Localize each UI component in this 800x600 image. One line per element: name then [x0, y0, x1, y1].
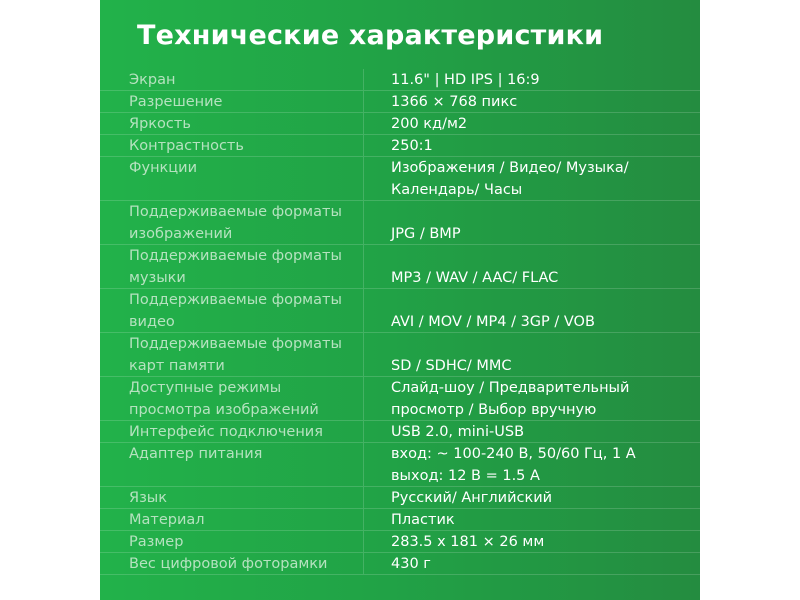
page-title: Технические характеристики [137, 20, 604, 51]
spec-row-material [100, 509, 700, 531]
spec-label: Интерфейс подключения [100, 421, 364, 442]
spec-table [100, 69, 700, 575]
spec-label: Язык [100, 487, 364, 508]
spec-value: 11.6" | HD IPS | 16:9 [391, 72, 540, 88]
spec-label: Адаптер питания [100, 443, 364, 486]
spec-sheet [100, 0, 700, 600]
spec-value: 200 кд/м2 [391, 116, 468, 132]
spec-row-functions [100, 157, 700, 201]
spec-row-screen [100, 69, 700, 91]
spec-value: Пластик [391, 512, 455, 528]
spec-label: Разрешение [100, 91, 364, 112]
spec-row-brightness [100, 113, 700, 135]
spec-label: Материал [100, 509, 364, 530]
spec-row-language [100, 487, 700, 509]
spec-label: Экран [100, 69, 364, 90]
spec-label: Доступные режимы просмотра изображений [100, 377, 364, 420]
spec-row-music-formats [100, 245, 700, 289]
spec-value: вход: ~ 100-240 В, 50/60 Гц, 1 А выход: 12 В = 1.5 А [391, 446, 636, 484]
spec-label: Поддерживаемые форматы музыки [100, 245, 364, 288]
spec-value: 1366 × 768 пикс [391, 94, 518, 110]
spec-label: Поддерживаемые форматы изображений [100, 201, 364, 244]
spec-value: 430 г [391, 556, 431, 572]
spec-value: Изображения / Видео/ Музыка/ Календарь/ Часы [391, 160, 629, 198]
spec-value: MP3 / WAV / AAC/ FLAC [391, 270, 559, 286]
spec-value: Слайд-шоу / Предварительный просмотр / Выбор вручную [391, 380, 630, 418]
spec-value: SD / SDHC/ MMC [391, 358, 512, 374]
spec-row-power-adapter [100, 443, 700, 487]
spec-row-memory-cards [100, 333, 700, 377]
spec-value: 250:1 [391, 138, 433, 154]
spec-row-video-formats [100, 289, 700, 333]
spec-row-view-modes [100, 377, 700, 421]
spec-label: Поддерживаемые форматы карт памяти [100, 333, 364, 376]
spec-value: 283.5 x 181 × 26 мм [391, 534, 545, 550]
spec-label: Поддерживаемые форматы видео [100, 289, 364, 332]
spec-row-resolution [100, 91, 700, 113]
spec-value: JPG / BMP [391, 226, 461, 242]
spec-row-contrast [100, 135, 700, 157]
spec-label: Функции [100, 157, 364, 200]
spec-label: Размер [100, 531, 364, 552]
spec-value: AVI / MOV / MP4 / 3GP / VOB [391, 314, 595, 330]
spec-value: USB 2.0, mini-USB [391, 424, 525, 440]
spec-label: Контрастность [100, 135, 364, 156]
spec-row-size [100, 531, 700, 553]
spec-row-interface [100, 421, 700, 443]
spec-value: Русский/ Английский [391, 490, 553, 506]
spec-label: Яркость [100, 113, 364, 134]
spec-row-weight [100, 553, 700, 575]
spec-label: Вес цифровой фоторамки [100, 553, 364, 574]
spec-row-image-formats [100, 201, 700, 245]
